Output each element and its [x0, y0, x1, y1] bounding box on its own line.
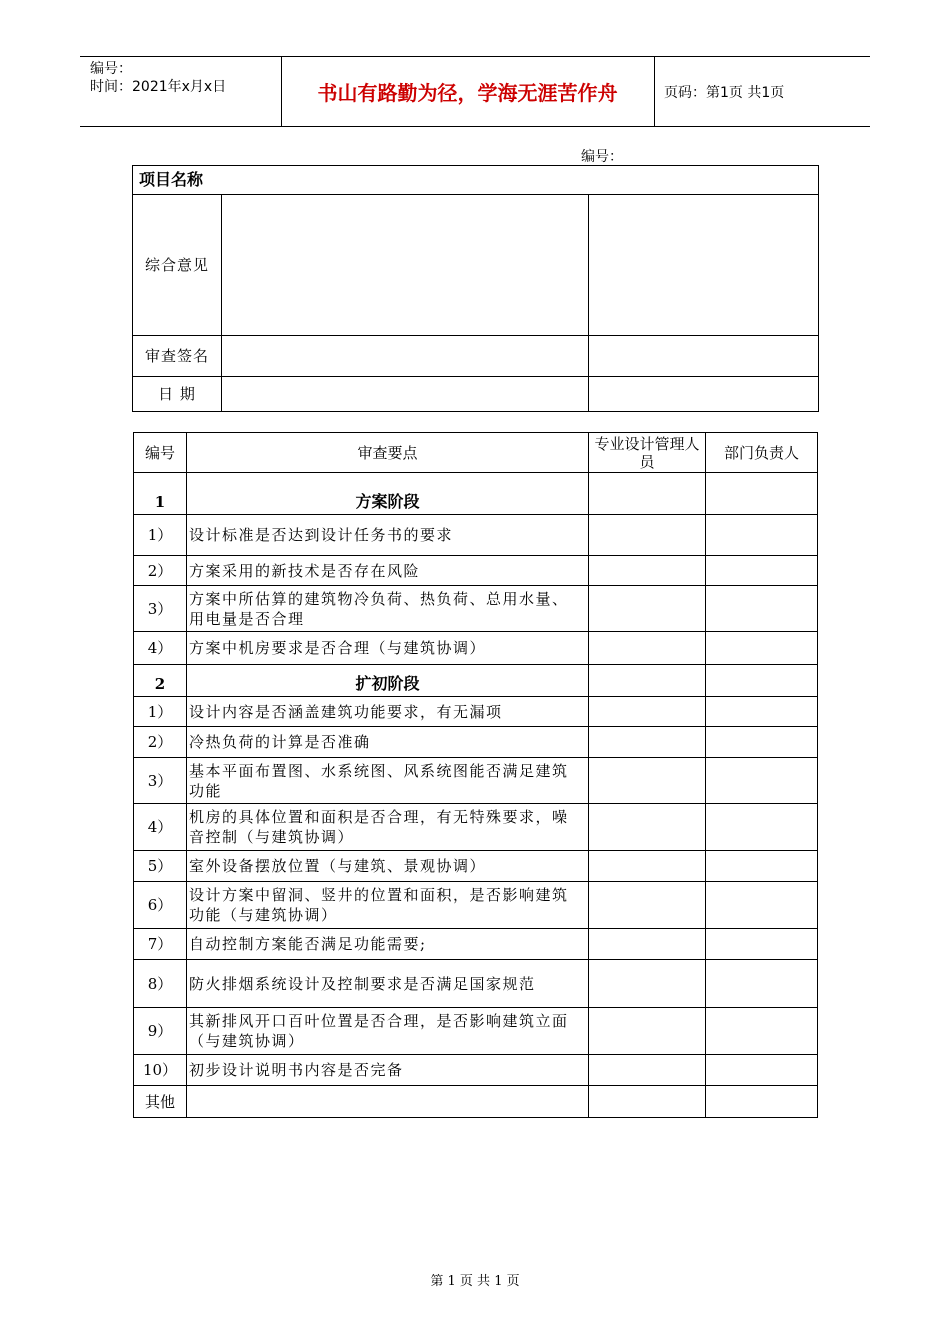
designer-check-cell[interactable] — [589, 882, 706, 929]
designer-check-cell[interactable] — [589, 556, 706, 586]
opinion-cell[interactable] — [222, 195, 589, 336]
doc-number-label: 编号： — [581, 149, 623, 165]
date-cell[interactable] — [222, 377, 589, 412]
designer-check-cell[interactable] — [589, 632, 706, 665]
date-label: 日 期 — [133, 377, 222, 412]
designer-check-cell[interactable] — [589, 515, 706, 556]
item-text: 设计方案中留洞、竖井的位置和面积，是否影响建筑功能（与建筑协调） — [187, 882, 589, 929]
manager-check-cell[interactable] — [706, 758, 818, 804]
item-text: 初步设计说明书内容是否完备 — [187, 1055, 589, 1086]
item-number: 7） — [134, 929, 187, 960]
item-text: 防火排烟系统设计及控制要求是否满足国家规范 — [187, 960, 589, 1008]
item-number: 9） — [134, 1008, 187, 1055]
item-number: 8） — [134, 960, 187, 1008]
opinion-label: 综合意见 — [133, 195, 222, 336]
project-name-label: 项目名称 — [133, 166, 819, 195]
page-header — [80, 56, 870, 127]
manager-check-cell[interactable] — [706, 556, 818, 586]
opinion-cell-2[interactable] — [589, 195, 819, 336]
item-text: 设计标准是否达到设计任务书的要求 — [187, 515, 589, 556]
manager-check-cell[interactable] — [706, 515, 818, 556]
item-text: 其新排风开口百叶位置是否合理，是否影响建筑立面（与建筑协调） — [187, 1008, 589, 1055]
designer-check-cell[interactable] — [589, 697, 706, 727]
item-text: 基本平面布置图、水系统图、风系统图能否满足建筑功能 — [187, 758, 589, 804]
phase-number: 2 — [134, 665, 187, 697]
manager-check-cell[interactable] — [706, 882, 818, 929]
phase-title: 方案阶段 — [187, 473, 589, 515]
designer-check-cell[interactable] — [589, 1055, 706, 1086]
manager-check-cell[interactable] — [706, 473, 818, 515]
item-text: 机房的具体位置和面积是否合理，有无特殊要求，噪音控制（与建筑协调） — [187, 804, 589, 851]
item-number: 3） — [134, 758, 187, 804]
date-cell-2[interactable] — [589, 377, 819, 412]
header-number: 编号 — [134, 433, 187, 473]
designer-check-cell[interactable] — [589, 1008, 706, 1055]
manager-check-cell[interactable] — [706, 1086, 818, 1118]
review-checklist-table — [133, 432, 818, 1118]
item-number: 2） — [134, 556, 187, 586]
manager-check-cell[interactable] — [706, 804, 818, 851]
item-number: 5） — [134, 851, 187, 882]
header-divider — [654, 57, 655, 126]
item-number: 1） — [134, 697, 187, 727]
header-motto: 书山有路勤为径，学海无涯苦作舟 — [317, 81, 618, 105]
item-number: 3） — [134, 586, 187, 632]
header-designer: 专业设计管理人员 — [589, 433, 706, 473]
manager-check-cell[interactable] — [706, 929, 818, 960]
designer-check-cell[interactable] — [589, 851, 706, 882]
manager-check-cell[interactable] — [706, 960, 818, 1008]
item-text: 方案采用的新技术是否存在风险 — [187, 556, 589, 586]
header-points: 审查要点 — [187, 433, 589, 473]
phase-number: 1 — [134, 473, 187, 515]
designer-check-cell[interactable] — [589, 1086, 706, 1118]
item-text: 室外设备摆放位置（与建筑、景观协调） — [187, 851, 589, 882]
designer-check-cell[interactable] — [589, 804, 706, 851]
phase-title: 扩初阶段 — [187, 665, 589, 697]
manager-check-cell[interactable] — [706, 1055, 818, 1086]
summary-table — [132, 165, 819, 412]
manager-check-cell[interactable] — [706, 586, 818, 632]
designer-check-cell[interactable] — [589, 727, 706, 758]
item-text: 设计内容是否涵盖建筑功能要求，有无漏项 — [187, 697, 589, 727]
item-number: 4） — [134, 804, 187, 851]
other-text-cell[interactable] — [187, 1086, 589, 1118]
designer-check-cell[interactable] — [589, 473, 706, 515]
signature-label: 审查签名 — [133, 336, 222, 377]
designer-check-cell[interactable] — [589, 758, 706, 804]
designer-check-cell[interactable] — [589, 960, 706, 1008]
designer-check-cell[interactable] — [589, 586, 706, 632]
page-footer: 第 1 页 共 1 页 — [430, 1274, 520, 1289]
manager-check-cell[interactable] — [706, 665, 818, 697]
manager-check-cell[interactable] — [706, 632, 818, 665]
designer-check-cell[interactable] — [589, 929, 706, 960]
manager-check-cell[interactable] — [706, 727, 818, 758]
manager-check-cell[interactable] — [706, 851, 818, 882]
item-number: 1） — [134, 515, 187, 556]
item-number: 2） — [134, 727, 187, 758]
item-number: 10） — [134, 1055, 187, 1086]
item-text: 自动控制方案能否满足功能需要; — [187, 929, 589, 960]
header-meta — [90, 60, 226, 96]
header-page-info: 页码：第1页 共1页 — [664, 84, 785, 101]
manager-check-cell[interactable] — [706, 1008, 818, 1055]
designer-check-cell[interactable] — [589, 665, 706, 697]
header-manager: 部门负责人 — [706, 433, 818, 473]
header-number-label: 编号： — [90, 61, 132, 77]
signature-cell[interactable] — [222, 336, 589, 377]
item-text: 冷热负荷的计算是否准确 — [187, 727, 589, 758]
item-number: 4） — [134, 632, 187, 665]
item-number: 6） — [134, 882, 187, 929]
header-time-label: 时间：2021年x月x日 — [90, 79, 227, 95]
item-text: 方案中所估算的建筑物冷负荷、热负荷、总用水量、用电量是否合理 — [187, 586, 589, 632]
manager-check-cell[interactable] — [706, 697, 818, 727]
other-label: 其他 — [134, 1086, 187, 1118]
signature-cell-2[interactable] — [589, 336, 819, 377]
item-text: 方案中机房要求是否合理（与建筑协调） — [187, 632, 589, 665]
